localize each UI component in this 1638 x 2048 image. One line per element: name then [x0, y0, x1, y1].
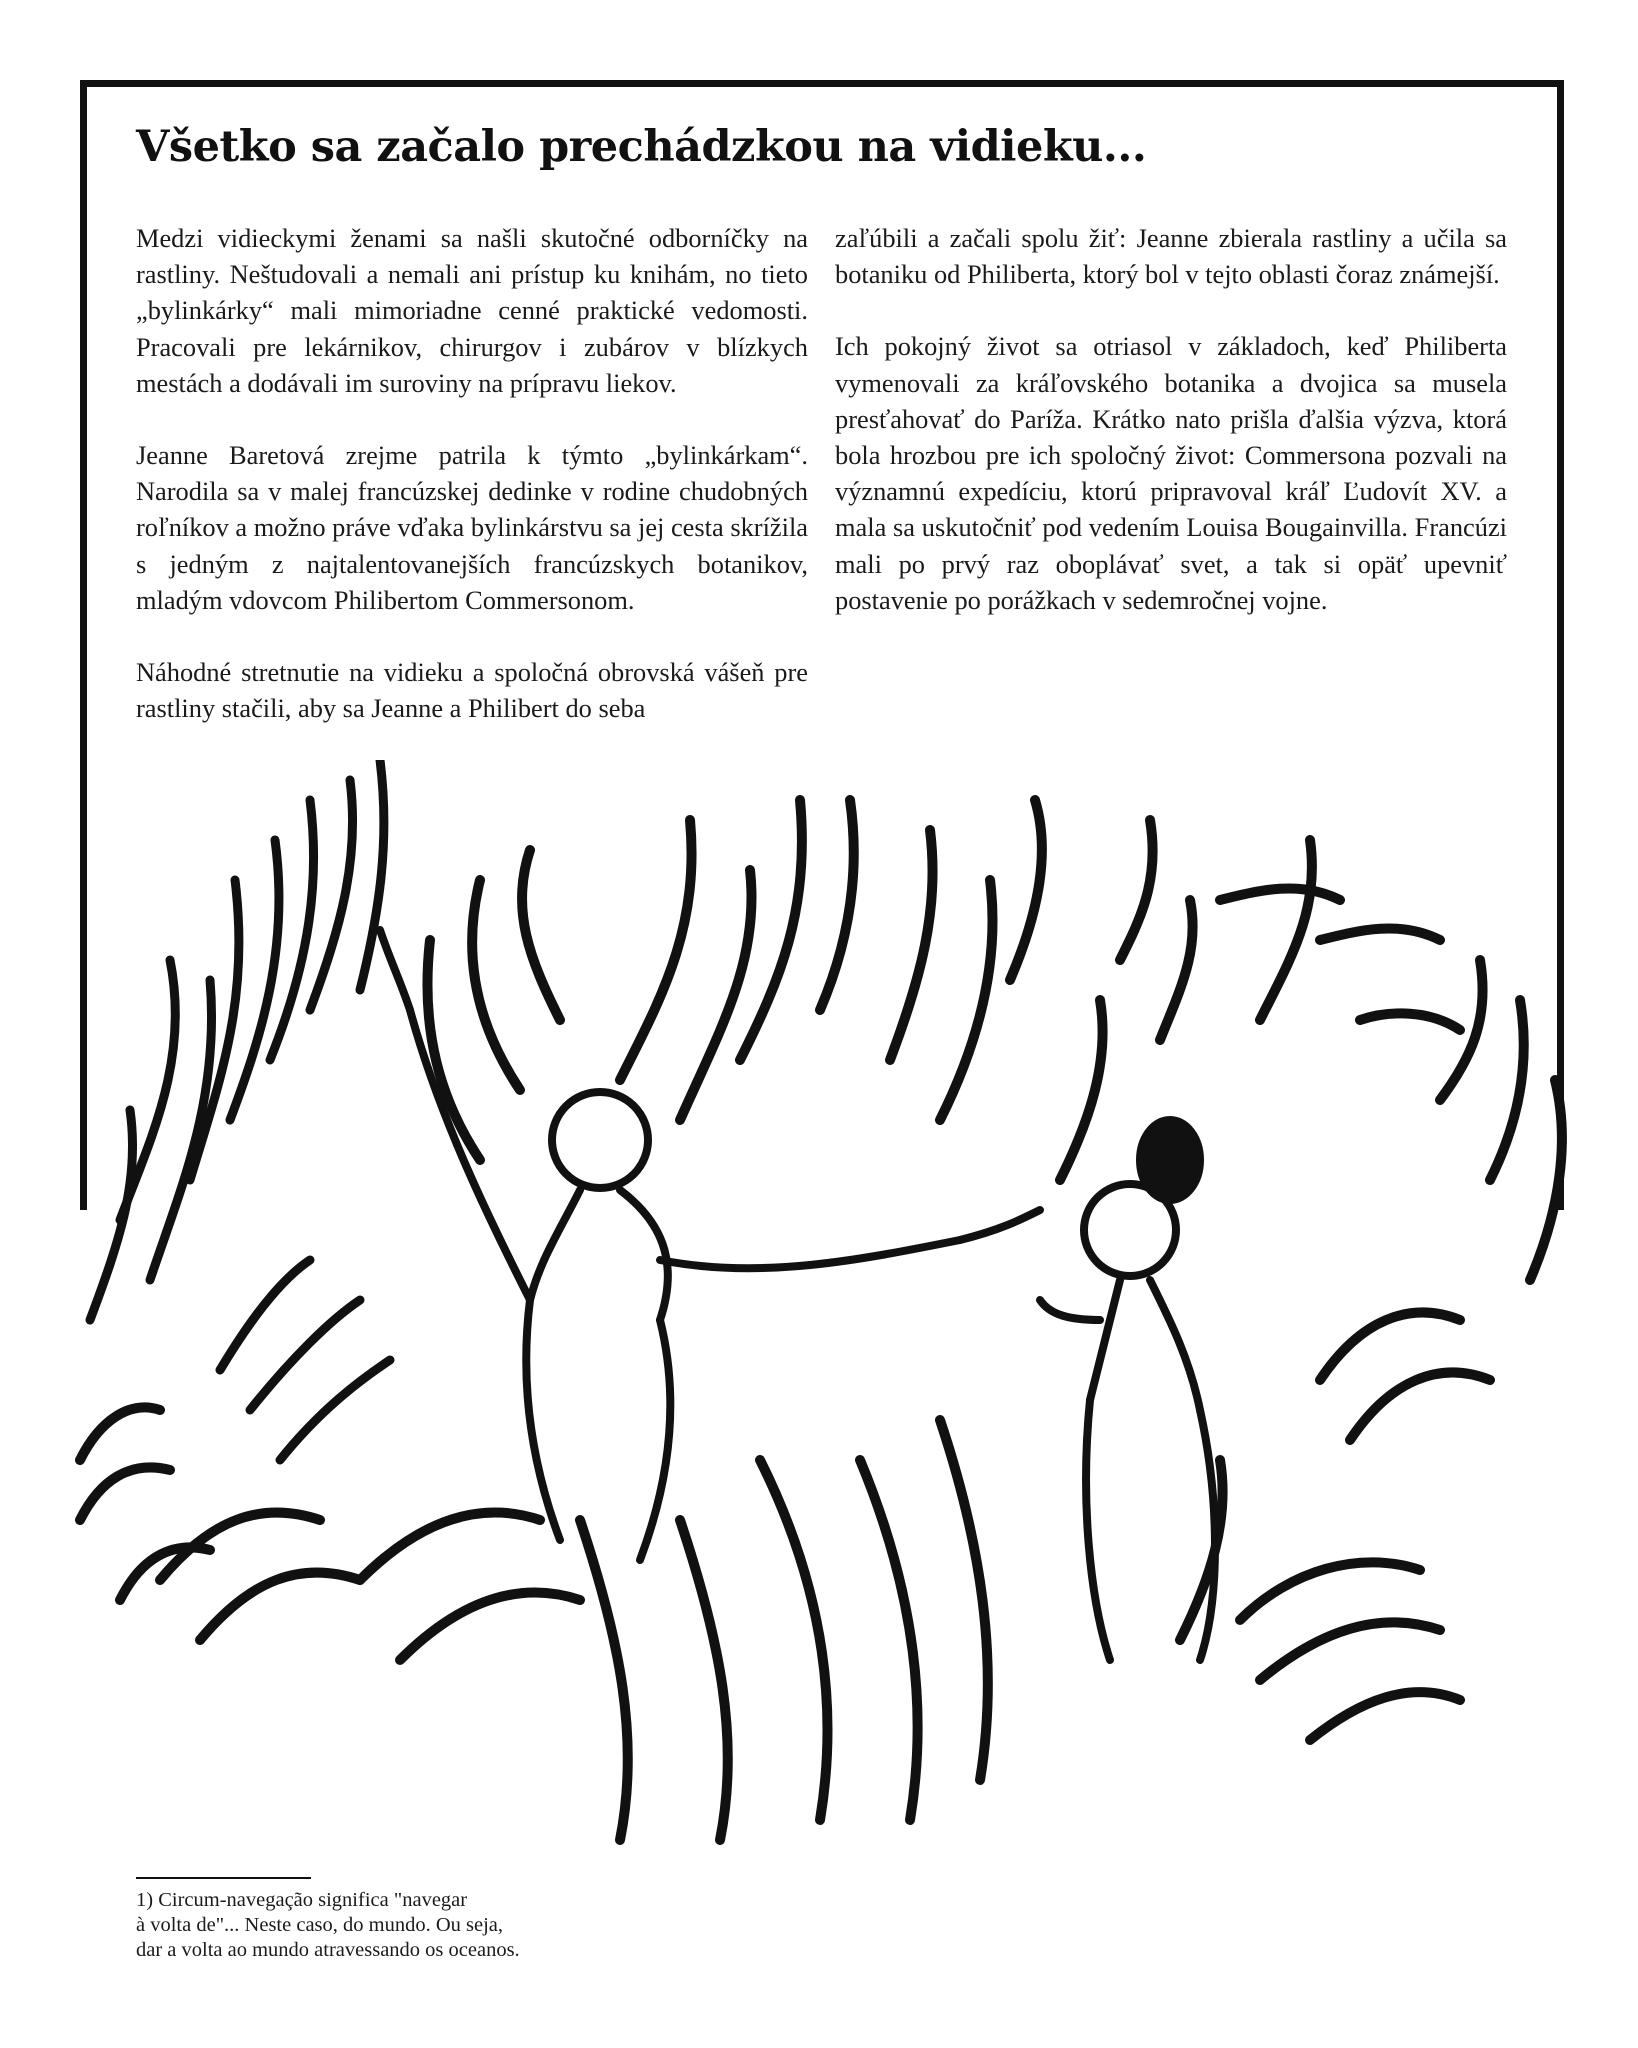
figure-philibert [380, 930, 1040, 1560]
text-column-right [835, 220, 1507, 654]
woodcut-illustration [60, 760, 1590, 1890]
footnote-divider [136, 1877, 311, 1879]
footnote [136, 1888, 576, 1963]
paragraph: Jeanne Baretová zrejme patrila k týmto „bylinkárkam“. Narodila sa v malej francúzskej dedinke v rodine chudobných roľníkov a možno práve vďaka bylinkárstvu sa jej cesta skrížila s jedným z najtalentovanejších francúzskych botanikov, mladým vdovcom Philibertom Commersonom. [136, 440, 808, 615]
page-title: Všetko sa začalo prechádzkou na vidieku... [136, 122, 1147, 172]
foliage-bottom [80, 1313, 1490, 1841]
foliage-left [90, 760, 390, 1460]
footnote-line: dar a volta ao mundo atravessando os oceanos. [136, 1939, 520, 1961]
footnote-line: 1) Circum-navegação significa "navegar [136, 1889, 468, 1911]
text-column-left [136, 220, 808, 762]
figure-jeanne [1040, 1120, 1215, 1660]
footnote-line: à volta de"... Neste caso, do mundo. Ou seja, [136, 1914, 504, 1936]
paragraph: Náhodné stretnutie na vidieku a spoločná obrovská vášeň pre rastliny stačili, aby sa Jeanne a Philibert do seba [136, 657, 808, 724]
paragraph: Medzi vidieckymi ženami sa našli skutočné odborníčky na rastliny. Neštudovali a nemali ani prístup ku knihám, no tieto „bylinkárky“ mali mimoriadne cenné praktické vedomosti. Pracovali pre lekárnikov, chirurgov i zubárov v blízkych mestách a dodávali im suroviny na prípravu liekov. [136, 223, 808, 398]
paragraph: Ich pokojný život sa otriasol v základoch, keď Philiberta vymenovali za kráľovského botanika a dvojica sa musela presťahovať do Paríža. Krátko nato prišla ďalšia výzva, ktorá bola hrozbou pre ich spoločný život: Commersona pozvali na významnú expedíciu, ktorú pripravoval kráľ Ľudovít XV. a mala sa uskutočniť pod vedením Louisa Bougainvilla. Francúzi mali po prvý raz oboplávať svet, a tak si opäť upevniť postavenie po porážkach v sedemročnej vojne. [835, 331, 1507, 615]
paragraph: zaľúbili a začali spolu žiť: Jeanne zbierala rastliny a učila sa botaniku od Philiberta, ktorý bol v tejto oblasti čoraz známejší. [835, 223, 1507, 290]
foliage-right [1060, 820, 1562, 1280]
foliage-center [427, 800, 1041, 1160]
